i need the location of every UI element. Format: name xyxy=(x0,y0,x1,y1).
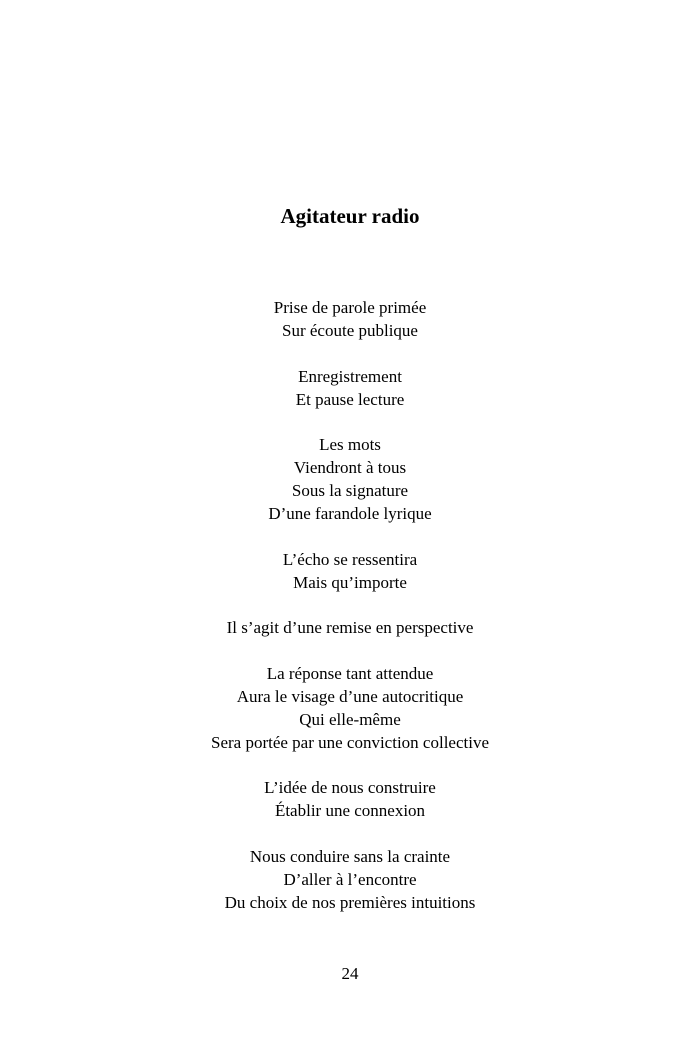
poem-line: Les mots xyxy=(319,435,381,454)
poem-line: Sous la signature xyxy=(291,481,409,500)
poem-line: Du choix de nos premières intuitions xyxy=(224,892,476,912)
poem-line: Prise de parole primée xyxy=(273,298,427,317)
poem-line: D’une farandole lyrique xyxy=(268,504,432,523)
poem-line: L’idée de nous construire xyxy=(264,778,436,797)
stanza xyxy=(0,365,700,411)
poem-line: Enregistrement xyxy=(298,366,402,386)
stanza xyxy=(0,548,700,594)
stanza xyxy=(0,845,700,914)
poem-body xyxy=(0,296,700,936)
poem-title: Agitateur radio xyxy=(280,204,420,228)
poem-line: L’écho se ressentira xyxy=(282,549,418,569)
stanza xyxy=(0,776,700,822)
poem-line: Nous conduire sans la crainte xyxy=(249,846,451,866)
poem-line: La réponse tant attendue xyxy=(266,663,434,683)
stanza xyxy=(0,433,700,525)
stanza xyxy=(0,616,700,639)
poem-line: Qui elle-même xyxy=(299,709,401,729)
poem-line: Sur écoute publique xyxy=(282,321,418,340)
poem-line: Aura le visage d’une autocritique xyxy=(236,686,464,706)
poem-line: Il s’agit d’une remise en perspective xyxy=(226,618,474,637)
poem-line: Viendront à tous xyxy=(293,458,407,477)
stanza xyxy=(0,662,700,754)
stanza xyxy=(0,296,700,342)
poem-line: Sera portée par une conviction collective xyxy=(210,732,490,752)
poem-line: D’aller à l’encontre xyxy=(283,869,417,889)
poem-line: Et pause lecture xyxy=(295,389,405,409)
page-number: 24 xyxy=(341,964,359,983)
poem-line: Mais qu’importe xyxy=(293,572,407,592)
poem-line: Établir une connexion xyxy=(274,801,426,820)
